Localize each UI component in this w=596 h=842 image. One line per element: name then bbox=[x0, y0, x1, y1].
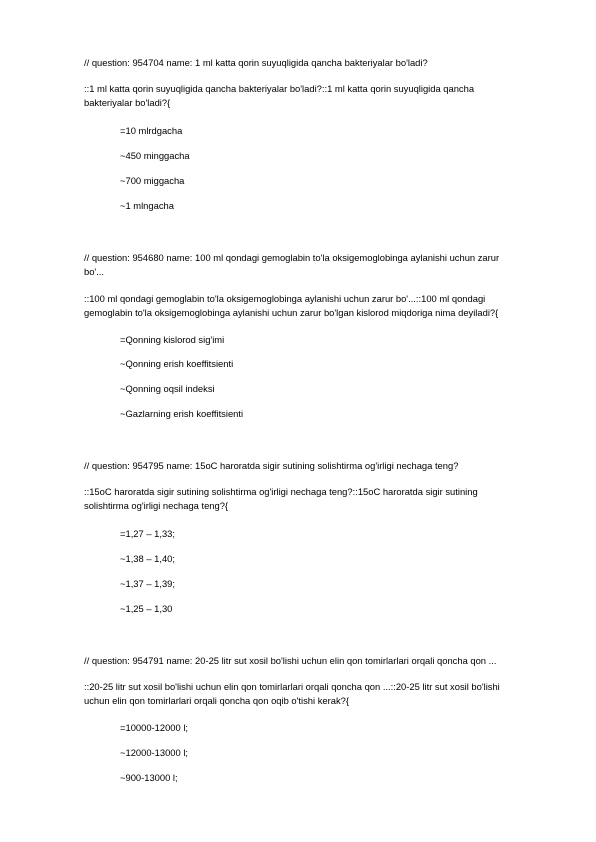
question-body-line: ::15oC haroratda sigir sutining solishtirma og'irligi nechaga teng?::15oC haroratda sigir sutining bbox=[84, 486, 478, 497]
question-body-line: uchun elin qon tomirlarlari orqali qoncha qon oqib o'tishi kerak?{ bbox=[84, 695, 349, 706]
question-body-line: solishtirma og'irligi nechaga teng?{ bbox=[84, 500, 229, 511]
question-body-line: gemoglabin to'la oksigemoglobinga aylanishi uchun zarur bo'lgan kislorod miqdoriga nima deyiladi?{ bbox=[84, 307, 499, 318]
question-header-line: bo'... bbox=[84, 266, 105, 277]
question-body bbox=[84, 82, 544, 110]
answer-option: =10000-12000 l; bbox=[120, 722, 189, 733]
answer-option: =1,27 – 1,33; bbox=[120, 528, 175, 539]
answer-option: ~700 miggacha bbox=[120, 175, 185, 186]
question-header-line: // question: 954791 name: 20-25 litr sut xosil bo'lishi uchun elin qon tomirlarlari orqali qoncha qon ... bbox=[84, 655, 497, 666]
answer-option: ~Qonning oqsil indeksi bbox=[120, 383, 215, 394]
answer-option: ~450 minggacha bbox=[120, 150, 190, 161]
answer-option: ~900-13000 l; bbox=[120, 772, 178, 783]
question-body-line: bakteriyalar bo'ladi?{ bbox=[84, 97, 171, 108]
question-header bbox=[84, 56, 544, 70]
answer-option: ~1 mlngacha bbox=[120, 200, 174, 211]
question-header-line: // question: 954680 name: 100 ml qondagi gemoglabin to'la oksigemoglobinga aylanishi uchun zarur bbox=[84, 252, 500, 263]
question-header-line: // question: 954704 name: 1 ml katta qorin suyuqligida qancha bakteriyalar bo'ladi? bbox=[84, 57, 428, 68]
question-body-line: ::1 ml katta qorin suyuqligida qancha bakteriyalar bo'ladi?::1 ml katta qorin suyuqligida qancha bbox=[84, 83, 475, 94]
answer-option: =10 mlrdgacha bbox=[120, 125, 183, 136]
question-header bbox=[84, 459, 544, 473]
answer-option: ~1,25 – 1,30 bbox=[120, 603, 173, 614]
answer-option: ~12000-13000 l; bbox=[120, 747, 189, 758]
question-body-line: ::100 ml qondagi gemoglabin to'la oksigemoglobinga aylanishi uchun zarur bo'...::100 ml qondagi bbox=[84, 293, 486, 304]
answer-option: =Qonning kislorod sig'imi bbox=[120, 334, 225, 345]
question-body bbox=[84, 680, 544, 708]
answer-option: ~Gazlarning erish koeffitsienti bbox=[120, 408, 244, 419]
question-body bbox=[84, 292, 544, 320]
answer-option: ~1,38 – 1,40; bbox=[120, 553, 175, 564]
question-body bbox=[84, 485, 544, 513]
question-header bbox=[84, 654, 544, 668]
question-header bbox=[84, 251, 544, 279]
question-body-line: ::20-25 litr sut xosil bo'lishi uchun elin qon tomirlarlari orqali qoncha qon ...::20-25 litr sut xosil bo'lishi bbox=[84, 681, 500, 692]
answer-option: ~Qonning erish koeffitsienti bbox=[120, 358, 234, 369]
question-header-line: // question: 954795 name: 15oC haroratda sigir sutining solishtirma og'irligi nechaga teng? bbox=[84, 460, 459, 471]
answer-option: ~1,37 – 1,39; bbox=[120, 578, 175, 589]
